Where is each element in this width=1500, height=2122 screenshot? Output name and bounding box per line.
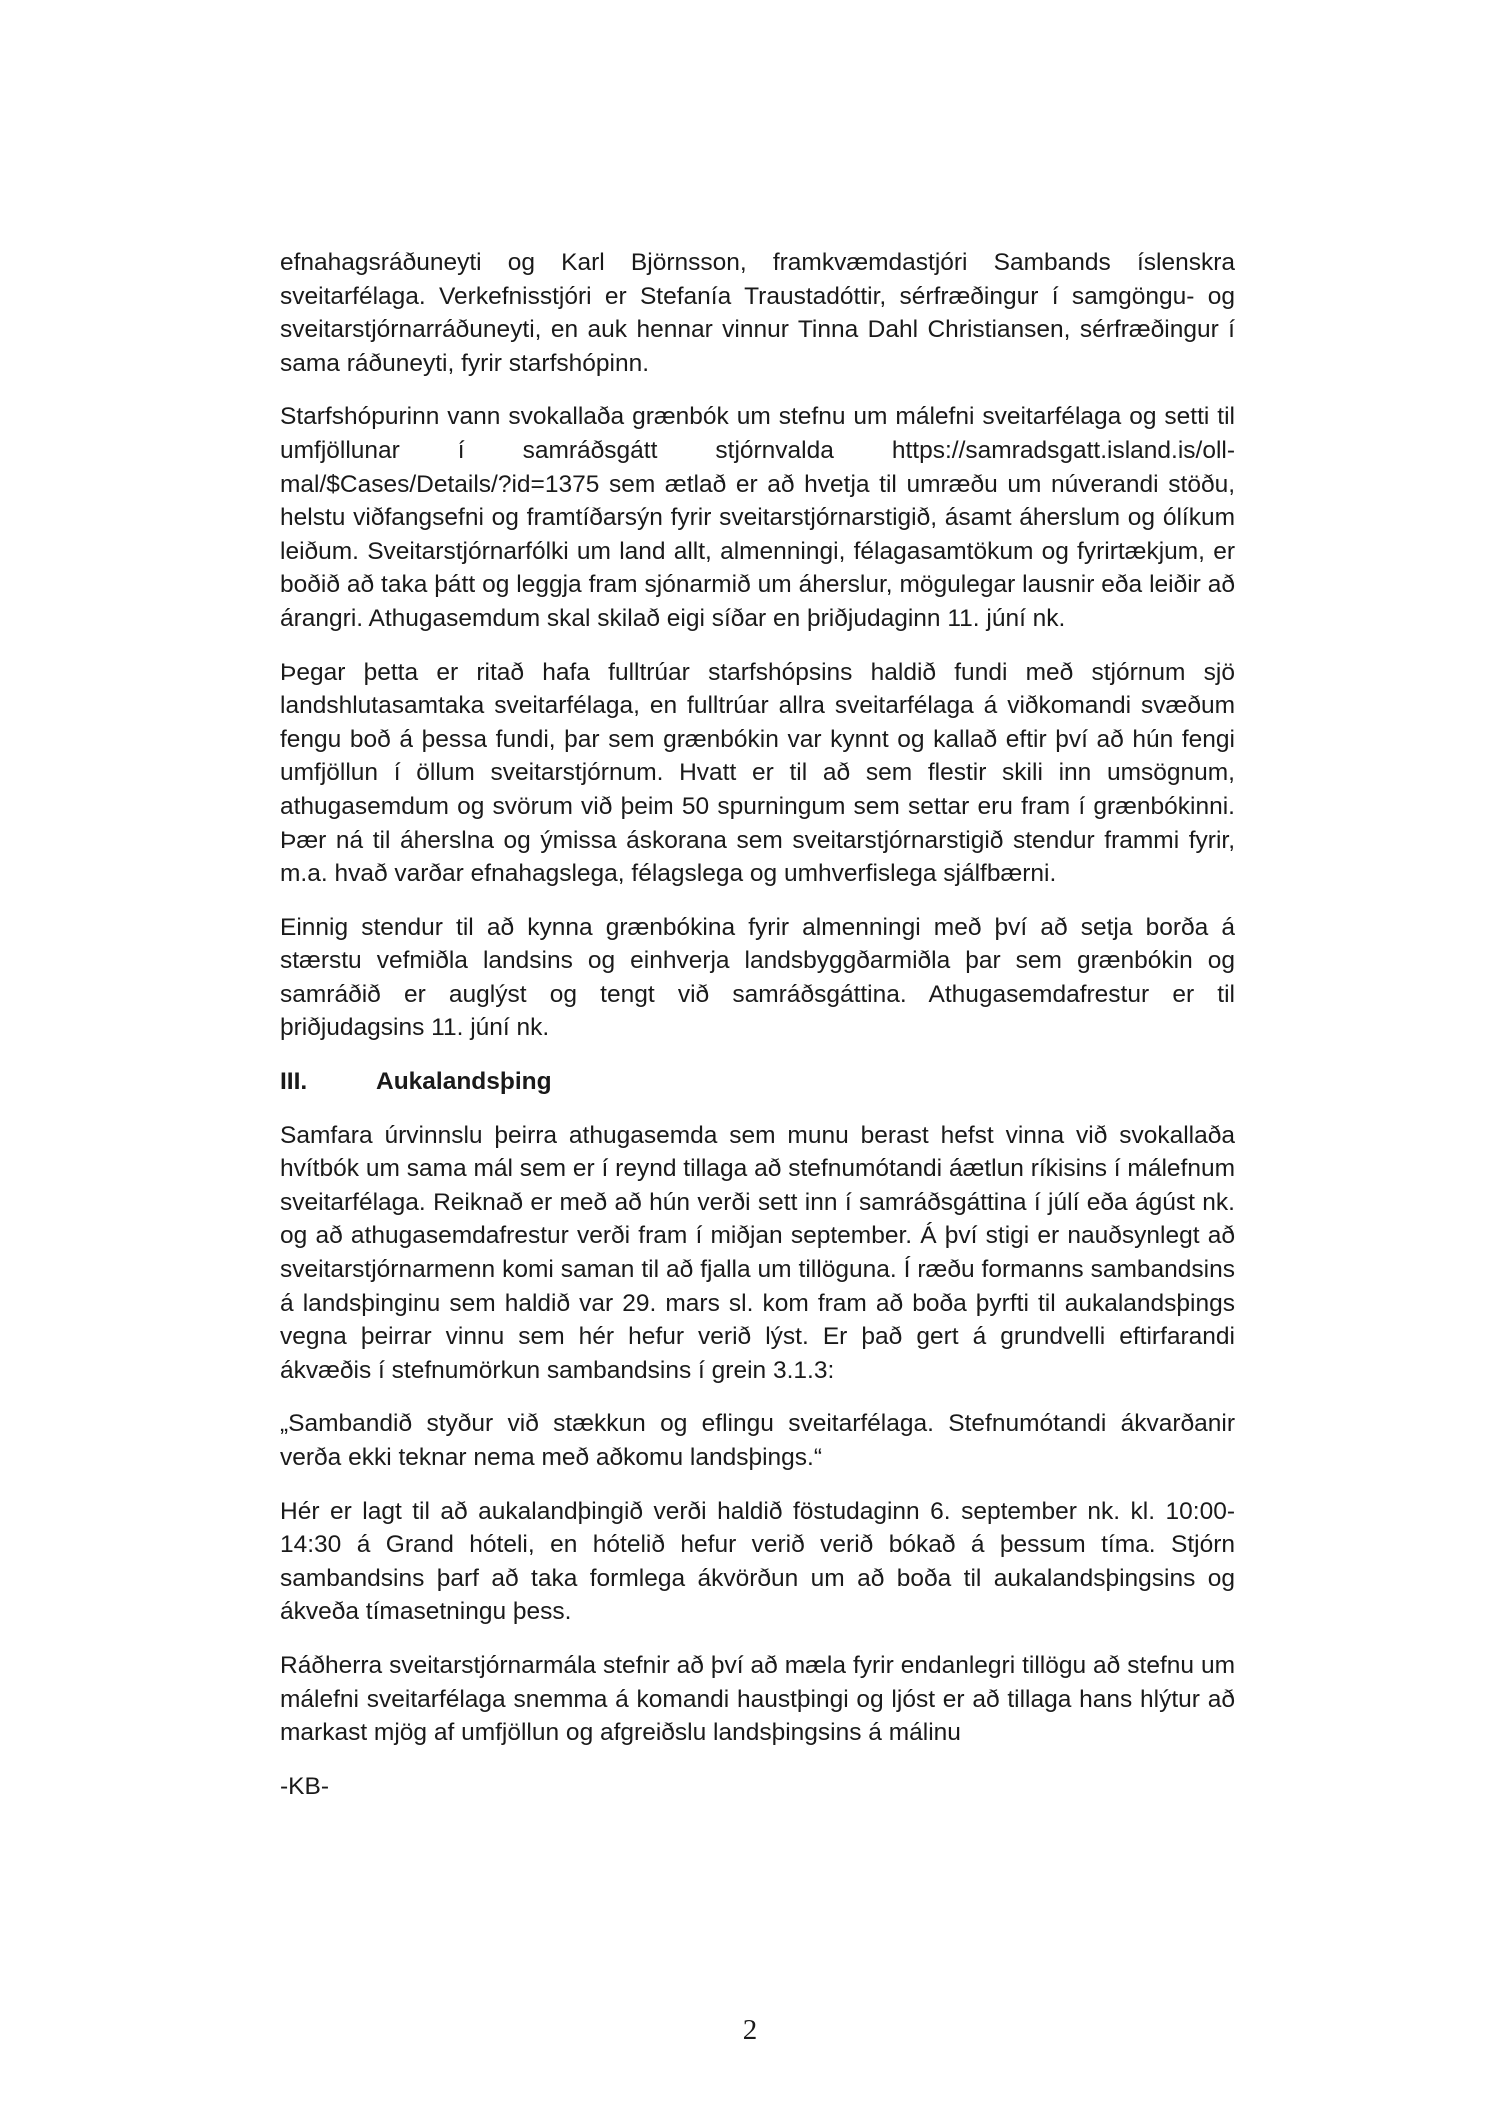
signature: -KB- [280, 1772, 329, 1800]
paragraph-extra-assembly-date: Hér er lagt til að aukalandþingið verði haldið föstudaginn 6. september nk. kl. 10:00-14:30 á Grand hóteli, en hótelið hefur verið verið bókað á þessum tíma. Stjórn sambandsins þarf að taka formlega ákvörðun um að boða til aukalandsþingsins og ákveða tímasetningu þess. [280, 1497, 1235, 1626]
paragraph-minister: Ráðherra sveitarstjórnarmála stefnir að því að mæla fyrir endanlegri tillögu að stefnu um málefni sveitarfélaga snemma á komandi haustþingi og ljóst er að tillaga hans hlýtur að markast mjög af umfjöllun og afgreiðslu landsþingsins á málinu [280, 1651, 1235, 1747]
document-body [280, 246, 1235, 1803]
paragraph-quote: „Sambandið styður við stækkun og eflingu sveitarfélaga. Stefnumótandi ákvarðanir verða ekki teknar nema með aðkomu landsþings.“ [280, 1410, 1235, 1471]
section-heading [280, 1065, 1235, 1099]
paragraph-public-outreach: Einnig stendur til að kynna grænbókina fyrir almenningi með því að setja borða á stærstu vefmiðla landsins og einhverja landsbyggðarmiðla þar sem grænbókin og samráðið er auglýst og tengt við samráðsgáttina. Athugasemdafrestur er til þriðjudagsins 11. júní nk. [280, 913, 1235, 1042]
page-number: 2 [742, 2014, 758, 2046]
paragraph-white-paper: Samfara úrvinnslu þeirra athugasemda sem munu berast hefst vinna við svokallaða hvítbók um sama mál sem er í reynd tillaga að stefnumótandi áætlun ríkisins í málefnum sveitarfélaga. Reiknað er með að hún verði sett inn í samráðsgáttina í júlí eða ágúst nk. og að athugasemdafrestur verði fram í miðjan september. Á því stigi er nauðsynlegt að sveitarstjórnarmenn komi saman til að fjalla um tillöguna. Í ræðu formanns sambandsins á landsþinginu sem haldið var 29. mars sl. kom fram að boða þyrfti til aukalandsþings vegna þeirrar vinnu sem hér hefur verið lýst. Er það gert á grundvelli eftirfarandi ákvæðis í stefnumörkun sambandsins í grein 3.1.3: [280, 1121, 1235, 1384]
paragraph-ministry-staff: efnahagsráðuneyti og Karl Björnsson, framkvæmdastjóri Sambands íslenskra sveitarfélaga. Verkefnisstjóri er Stefanía Traustadóttir, sérfræðingur í samgöngu- og sveitarstjórnarráðuneyti, en auk hennar vinnur Tinna Dahl Christiansen, sérfræðingur í sama ráðuneyti, fyrir starfshópinn. [280, 249, 1235, 377]
paragraph-green-paper: Starfshópurinn vann svokallaða grænbók um stefnu um málefni sveitarfélaga og setti til umfjöllunar í samráðsgátt stjórnvalda https://samradsgatt.island.is/oll-mal/$Cases/Details/?id=1375 sem ætlað er að hvetja til umræðu um núverandi stöðu, helstu viðfangsefni og framtíðarsýn fyrir sveitarstjórnarstigið, ásamt áherslum og ólíkum leiðum. Sveitarstjórnarfólki um land allt, almenningi, félagasamtökum og fyrirtækjum, er boðið að taka þátt og leggja fram sjónarmið um áherslur, mögulegar lausnir eða leiðir að árangri. Athugasemdum skal skilað eigi síðar en þriðjudaginn 11. júní nk. [280, 403, 1235, 632]
section-title: Aukalandsþing [376, 1068, 552, 1096]
section-number: III. [280, 1068, 308, 1096]
paragraph-regional-meetings: Þegar þetta er ritað hafa fulltrúar starfshópsins haldið fundi með stjórnum sjö landshlutasamtaka sveitarfélaga, en fulltrúar allra sveitarfélaga á viðkomandi svæðum fengu boð á þessa fundi, þar sem grænbókin var kynnt og kallað eftir því að hún fengi umfjöllun í öllum sveitarstjórnum. Hvatt er til að sem flestir skili inn umsögnum, athugasemdum og svörum við þeim 50 spurningum sem settar eru fram í grænbókinni. Þær ná til áherslna og ýmissa áskorana sem sveitarstjórnarstigið stendur frammi fyrir, m.a. hvað varðar efnahagslega, félagslega og umhverfislega sjálfbærni. [280, 658, 1235, 888]
